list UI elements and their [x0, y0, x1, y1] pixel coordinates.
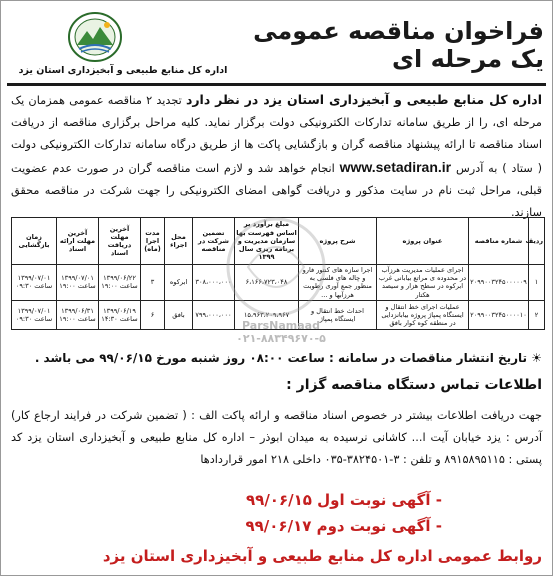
cell-last-submit: ۱۳۹۹/۰۶/۳۱ ساعت ۱۹:۰۰	[57, 300, 99, 329]
cell-description: اجرا سازه های کنتور فارو و چاله های فلسی به منظور جمع آوری رطوبت هرزآبها و ...	[299, 265, 377, 301]
website-link[interactable]: www.setadiran.ir	[339, 159, 452, 175]
cell-location: ابرکوه	[165, 265, 193, 301]
first-ad-date: - آگهی نوبت اول ۹۹/۰۶/۱۵	[246, 491, 442, 509]
col-duration: مدت اجرا (ماه)	[141, 218, 165, 265]
col-project: عنوان پروژه	[377, 218, 469, 265]
cell-guarantee: ۷۹۹،۰۰۰،۰۰۰	[193, 300, 235, 329]
col-opening: زمان بازگشایی	[12, 218, 57, 265]
cell-tender-no: ۲۰۹۹۰۰۳۲۴۵۰۰۰۰۰۹	[469, 265, 529, 301]
col-last-receive: آخرین مهلت دریافت اسناد	[99, 218, 141, 265]
cell-duration: ۶	[141, 300, 165, 329]
second-ad-date: - آگهی نوبت دوم ۹۹/۰۶/۱۷	[245, 517, 442, 535]
col-tender-no: شماره مناقصه	[469, 218, 529, 265]
tender-table	[11, 217, 545, 330]
cell-tender-no: ۲۰۹۹۰۰۳۲۴۵۰۰۰۰۱۰	[469, 300, 529, 329]
table-header-row	[12, 218, 545, 265]
header	[7, 7, 548, 83]
cell-opening: ۱۳۹۹/۰۷/۰۱ ساعت ۰۹:۳۰	[12, 300, 57, 329]
cell-cost: ۱۵،۹۶۳،۲۰۹،۹۶۷	[235, 300, 299, 329]
cell-description: احداث خط انتقال و ایستگاه پمپاژ	[299, 300, 377, 329]
organization-logo-icon	[67, 11, 123, 63]
publish-date: ☀ تاریخ انتشار مناقصات در سامانه : ساعت ۰۸:۰۰ روز شنبه مورخ ۹۹/۰۶/۱۵ می باشد .	[34, 351, 542, 365]
watermark-phone: ۰۲۱-۸۸۳۴۹۶۷۰-۵	[236, 332, 326, 345]
footer-public-relations: روابط عمومی اداره کل منابع طبیعی و آبخیزداری استان یزد	[102, 547, 542, 565]
cell-row: ۲	[529, 300, 545, 329]
organization-caption: اداره کل منابع طبیعی و آبخیزداری استان یزد	[18, 65, 228, 76]
cell-location: بافق	[165, 300, 193, 329]
col-guarantee: تضمین شرکت در مناقصه	[193, 218, 235, 265]
cell-last-receive: ۱۳۹۹/۰۶/۲۲ ساعت ۱۹:۰۰	[99, 265, 141, 301]
watermark-brand: ParsNamaad	[242, 319, 320, 332]
col-description: شرح پروژه	[299, 218, 377, 265]
table-row	[12, 265, 545, 301]
intro-paragraph	[11, 89, 542, 224]
intro-text-part2: انجام خواهد شد و لازم است مناقصه گران در صورت عدم عضویت قبلی، مراحل ثبت نام در سایت مذکور و دریافت گواهی امضای الکترونیکی را جهت شرکت در مناقصه محقق سازند.	[11, 162, 542, 219]
cell-last-receive: ۱۳۹۹/۰۶/۱۹ ساعت ۱۴:۳۰	[99, 300, 141, 329]
contact-heading: اطلاعات تماس دستگاه مناقصه گزار :	[286, 377, 542, 393]
cell-cost: ۶،۱۶۶،۷۲۳،۰۴۸	[235, 265, 299, 301]
cell-opening: ۱۳۹۹/۰۷/۰۱ ساعت ۰۹:۳۰	[12, 265, 57, 301]
cell-last-submit: ۱۳۹۹/۰۷/۰۱ ساعت ۱۹:۰۰	[57, 265, 99, 301]
intro-org-name: اداره کل منابع طبیعی و آبخیزداری استان یزد در نظر دارد	[185, 92, 542, 107]
cell-project: عملیات اجرای خط انتقال و ایستگاه پمپاژ پروژه بیابانزدایی در منطقه کوه کوار بافق	[377, 300, 469, 329]
col-last-submit: آخرین مهلت ارائه اسناد	[57, 218, 99, 265]
divider	[7, 83, 546, 86]
col-location: محل اجراء	[165, 218, 193, 265]
contact-info: جهت دریافت اطلاعات بیشتر در خصوص اسناد مناقصه و ارائه پاکت الف : ( تضمین شرکت در فرایند ارجاع کار) آدرس : یزد خیابان آیت ا... کاشانی نرسیده به میدان ابوذر – اداره کل منابع طبیعی و آبخیزداری استان یزد کد پستی : ۸۹۱۵۸۹۵۱۱۵ و تلفن : ۳-۳۸۲۴۵۰۱-۰۳۵ داخلی ۲۱۸ امور قراردادها	[11, 409, 542, 466]
cell-guarantee: ۳۰۸،۰۰۰،۰۰۰	[193, 265, 235, 301]
cell-duration: ۳	[141, 265, 165, 301]
col-row: ردیف	[529, 218, 545, 265]
cell-row: ۱	[529, 265, 545, 301]
intro-text-part1: تجدید ۲ مناقصه عمومی همزمان یک مرحله ای، را از طریق سامانه تدارکات الکترونیکی دولت برگزار نماید. کلیه مراحل برگزاری مناقصه از دریافت اسناد مناقصه تا ارائه پیشنهاد مناقصه گران و بازگشایی پاکت ها از طریق درگاه سامانه تدارکات الکترونیکی دولت ( ستاد ) به آدرس	[11, 94, 542, 175]
col-cost: مبلغ برآورد بر اساس فهرست بها سازمان مدیریت و برنامه ریزی سال ۱۳۹۹	[235, 218, 299, 265]
cell-project: اجرای عملیات مدیریت هرزآب در محدوده ی مراتع بیابانی غرب ابرکوه در سطح هزار و سیصد هکتار	[377, 265, 469, 301]
watermark-text	[151, 319, 411, 345]
page-title: فراخوان مناقصه عمومی یک مرحله ای	[253, 17, 544, 73]
